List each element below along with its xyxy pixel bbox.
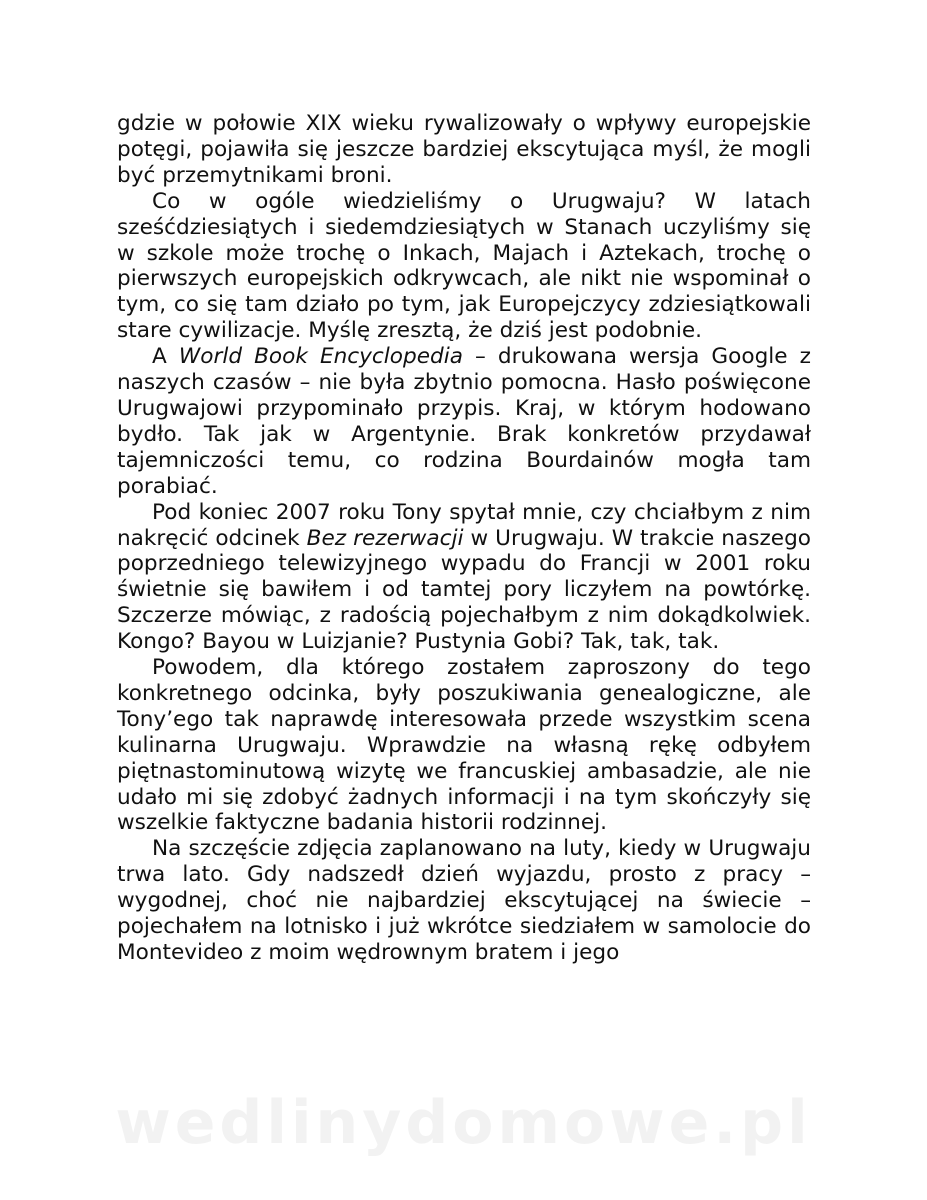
paragraph-1: gdzie w połowie XIX wieku rywalizowały o wpływy europejskie potęgi, pojawiła się jeszcze bardziej ekscytująca myśl, że mogli być przemytnikami broni. bbox=[117, 111, 811, 188]
paragraph-3: A World Book Encyclopedia – drukowana wersja Google z naszych czasów – nie była zbytnio pomocna. Hasło poświęcone Urugwajowi przypominało przypis. Kraj, w którym hodowano bydło. Tak jak w Argentynie. Brak konkretów przydawał tajemniczości temu, co rodzina Bourdainów mogła tam porabiać. bbox=[117, 344, 811, 499]
watermark: wedlinydomowe.pl bbox=[115, 1088, 812, 1158]
paragraph-2: Co w ogóle wiedzieliśmy o Urugwaju? W latach sześćdziesiątych i siedemdziesiątych w Stanach uczyliśmy się w szkole może trochę o Inkach, Majach i Aztekach, trochę o pierwszych europejskich odkrywcach, ale nikt nie wspominał o tym, co się tam działo po tym, jak Europejczycy zdziesiątkowali stare cywilizacje. Myślę zresztą, że dziś jest podobnie. bbox=[117, 188, 811, 344]
show-title: Bez rezerwacji bbox=[306, 525, 464, 551]
paragraph-4: Pod koniec 2007 roku Tony spytał mnie, czy chciałbym z nim nakręcić odcinek Bez rezerwacji w Urugwaju. W trakcie naszego poprzedniego telewizyjnego wypadu do Francji w 2001 roku świetnie się bawiłem i od tamtej pory liczyłem na powtórkę. Szczerze mówiąc, z radością pojechałbym z nim dokądkolwiek. Kongo? Bayou w Luizjanie? Pustynia Gobi? Tak, tak, tak. bbox=[117, 499, 812, 655]
book-title: World Book Encyclopedia bbox=[178, 344, 463, 370]
paragraph-6: Na szczęście zdjęcia zaplanowano na luty, kiedy w Urugwaju trwa lato. Gdy nadszedł dzień wyjazdu, prosto z pracy – wygodnej, choć nie najbardziej ekscytującej na świecie – pojechałem na lotnisko i już wkrótce siedziałem w samolocie do Montevideo z moim wędrownym bratem i jego bbox=[117, 836, 811, 965]
paragraph-5: Powodem, dla którego zostałem zaproszony do tego konkretnego odcinka, były poszukiwania genealogiczne, ale Tony’ego tak naprawdę interesowała przede wszystkim scena kulinarna Urugwaju. Wprawdzie na własną rękę odbyłem piętnastominutową wizytę we francuskiej ambasadzie, ale nie udało mi się zdobyć żadnych informacji i na tym skończyły się wszelkie faktyczne badania historii rodzinnej. bbox=[117, 655, 811, 836]
page-body bbox=[117, 111, 811, 966]
